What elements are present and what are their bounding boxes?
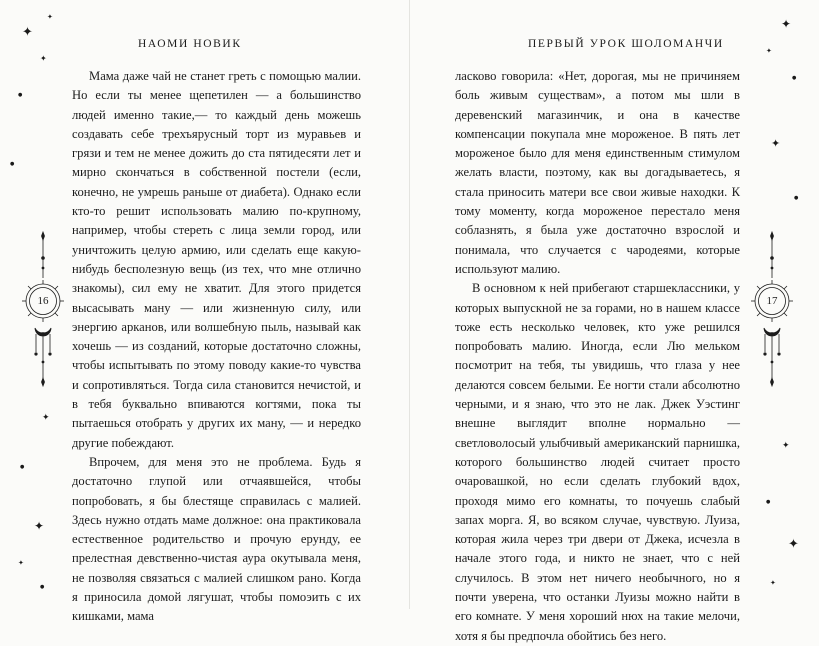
paragraph: Впрочем, для меня это не проблема. Будь я достаточно глупой или отчаявшейся, чтобы попробовать, я бы блестяще справилась с малией. Здесь нужно отдать маме должное: она практиковала естественное родительство и прочую ерунду, ее прелестная девственно-чистая аура окутывала меня, не позволяя связаться с малией слишком рано. Когда я приносила домой лягушат, чтобы помоэить с их кишками, мама [72, 454, 361, 624]
star-icon: ● [792, 75, 797, 81]
star-icon: ✦ [42, 413, 50, 423]
star-icon: ● [40, 584, 45, 590]
celestial-ornament-icon [749, 228, 795, 388]
star-icon: ● [18, 92, 23, 98]
paragraph: В основном к ней прибегают старшеклассники, у которых выпускной не за горами, но в нашем классе тоже есть несколько человек, кто уже решился попробовать малию. Иногда, если Лю мельком посмотрит на тебя, ты увидишь, что глаза у нее делаются совсем белыми. Ее ногти стали абсолютно черными, и я знаю, что это не лак. Джек Уэстинг внешне выглядит вполне нормально — светловолосый улыбчивый американский парнишка, которого большинство людей считает просто очаровашкой, но если сделать глубокий вдох, проходя мимо его комнаты, то почуешь слабый запах морга. Я, во всяком случае, чувствую. Луиза, которая жила через три двери от Джека, исчезла в начале этого года, и никто не знает, что с ней случилось. В этом нет ничего необычного, но я почти уверена, что останки Луизы можно найти в его комнате. У меня хороший нюх на такие мелочи, хотя я бы предпочла обойтись без него. [455, 281, 740, 643]
star-icon: ✦ [788, 537, 799, 552]
page-number: 16 [37, 295, 49, 307]
page-number-ornament [749, 228, 795, 388]
star-icon: ✦ [771, 137, 781, 150]
right-page [410, 0, 819, 643]
star-icon: ✦ [782, 441, 790, 451]
page-number-ornament [20, 228, 66, 388]
running-head-title: ПЕРВЫЙ УРОК ШОЛОМАНЧИ [528, 38, 724, 50]
paragraph: ласково говорила: «Нет, дорогая, мы не причиняем боль живым существам», а потом мы шли в деревенский магазинчик, и она в качестве компенсации покупала мне мороженое. В пять лет мороженое было для меня единственным стимулом желать власти, поэтому, как вы догадываетесь, я стала приносить матери все свои живые находки. К тому моменту, когда мороженое перестало меня соблазнять, я была уже достаточно взрослой и понимала, что случается с чародеями, которые используют малию. [455, 69, 740, 276]
star-icon: ● [794, 195, 799, 201]
star-icon: ● [766, 499, 771, 505]
star-icon: ✦ [18, 559, 24, 567]
celestial-ornament-icon [20, 228, 66, 388]
star-icon: ● [20, 464, 25, 470]
star-icon: ✦ [22, 25, 33, 40]
left-body-text [72, 67, 361, 627]
star-icon: ✦ [40, 54, 47, 63]
left-page [0, 0, 410, 624]
star-icon: ✦ [781, 17, 792, 31]
star-icon: ✦ [766, 47, 772, 55]
right-body-text [455, 67, 740, 646]
star-icon: ✦ [47, 13, 53, 21]
star-icon: ✦ [34, 519, 45, 533]
star-icon: ✦ [770, 579, 776, 587]
running-head-author: НАОМИ НОВИК [138, 38, 242, 50]
paragraph: Мама даже чай не станет греть с помощью малии. Но если ты менее щепетилен — а большинство людей именно такие,— то каждый день можешь создавать себе трехъярусный торт из муравьев и грязи и тем не менее дожить до ста пятидесяти лет и мирно скончаться в собственной постели (если, конечно, не умрешь раньше от диабета). Однако если кто-то решит использовать малию по-крупному, например, чтобы стереть с лица земли город, или уничтожить целую армию, или сделать еще какую-нибудь бесполезную вещь (из тех, что мне отлично знакомы), сил ему не хватит. Для этого придется высасывать ману — или жизненную силу, или энергию арканов, или волшебную пыль, называй как хочешь — из созданий, которые достаточно сложны, чтобы испытывать по этому поводу какие-то чувства и сопротивляться. Тогда сила становится нечистой, и в тебя буквально впиваются когтями, пока ты пытаешься отобрать у других их ману, — и нередко другие побеждают. [72, 69, 361, 450]
star-icon: ● [10, 161, 15, 167]
page-number: 17 [766, 295, 778, 307]
